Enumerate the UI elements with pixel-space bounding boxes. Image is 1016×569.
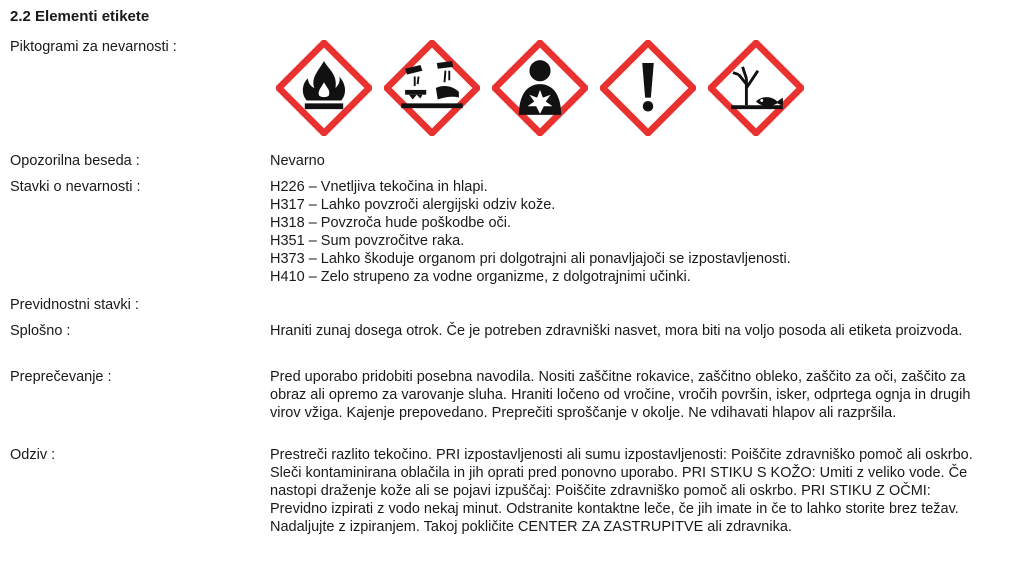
hazard-statement: H373 – Lahko škoduje organom pri dolgotrajni ali ponavljajoči se izpostavljenosti. — [270, 251, 791, 267]
hazard-statements-list — [270, 178, 990, 286]
flame-icon — [276, 40, 372, 136]
prevention-text: Pred uporabo pridobiti posebna navodila. Nositi zaščitne rokavice, zaščitno obleko, zaščito za oči, zaščito za obraz ali opremo za varovanje sluha. Hraniti ločeno od vročine, vročih površin, isker, odprtega ognja in drugih virov vžiga. Kajenje prepovedano. Preprečiti sproščanje v okolje. Ne vdihavati hlapov ali razpršila. — [270, 369, 971, 421]
environment-icon — [708, 40, 804, 136]
prevention-label: Preprečevanje : — [10, 369, 112, 385]
section-title: 2.2 Elementi etikete — [10, 8, 150, 25]
hazard-pictograms — [276, 40, 816, 136]
response-text: Prestreči razlito tekočino. PRI izpostavljenosti ali sumu izpostavljenosti: Poiščite zdravniško pomoč ali oskrbo. Sleči kontaminirana oblačila in jih oprati pred ponovno uporabo. PRI STIKU S KOŽO: Umiti z veliko vode. Če nastopi draženje kože ali se pojavi izpuščaj: Poiščite zdravniško pomoč ali oskrbo. PRI STIKU Z OČMI: Previdno izpirati z vodo nekaj minut. Odstranite kontaktne leče, če jih imate in če to lahko storite brez težav. Nadaljujte z izpiranjem. Takoj pokličite CENTER ZA ZASTRUPITVE ali zdravnika. — [270, 447, 973, 535]
signal-word-label: Opozorilna beseda : — [10, 153, 140, 169]
hazard-statement: H351 – Sum povzročitve raka. — [270, 233, 465, 249]
general-text: Hraniti zunaj dosega otrok. Če je potreben zdravniški nasvet, mora biti na voljo posoda ali etiketa proizvoda. — [270, 323, 963, 339]
hazard-statement: H410 – Zelo strupeno za vodne organizme, z dolgotrajnimi učinki. — [270, 269, 691, 285]
response-label: Odziv : — [10, 447, 56, 463]
hazard-statement: H318 – Povzroča hude poškodbe oči. — [270, 215, 512, 231]
health-hazard-icon — [492, 40, 588, 136]
hazard-statement: H226 – Vnetljiva tekočina in hlapi. — [270, 179, 488, 195]
hazard-statements-label: Stavki o nevarnosti : — [10, 179, 141, 195]
signal-word-value: Nevarno — [270, 153, 325, 169]
general-label: Splošno : — [10, 323, 71, 339]
corrosion-icon — [384, 40, 480, 136]
hazard-statement: H317 – Lahko povzroči alergijski odziv kože. — [270, 197, 556, 213]
precautionary-label: Previdnostni stavki : — [10, 297, 139, 313]
pictograms-label: Piktogrami za nevarnosti : — [10, 39, 177, 55]
exclamation-mark-icon — [600, 40, 696, 136]
